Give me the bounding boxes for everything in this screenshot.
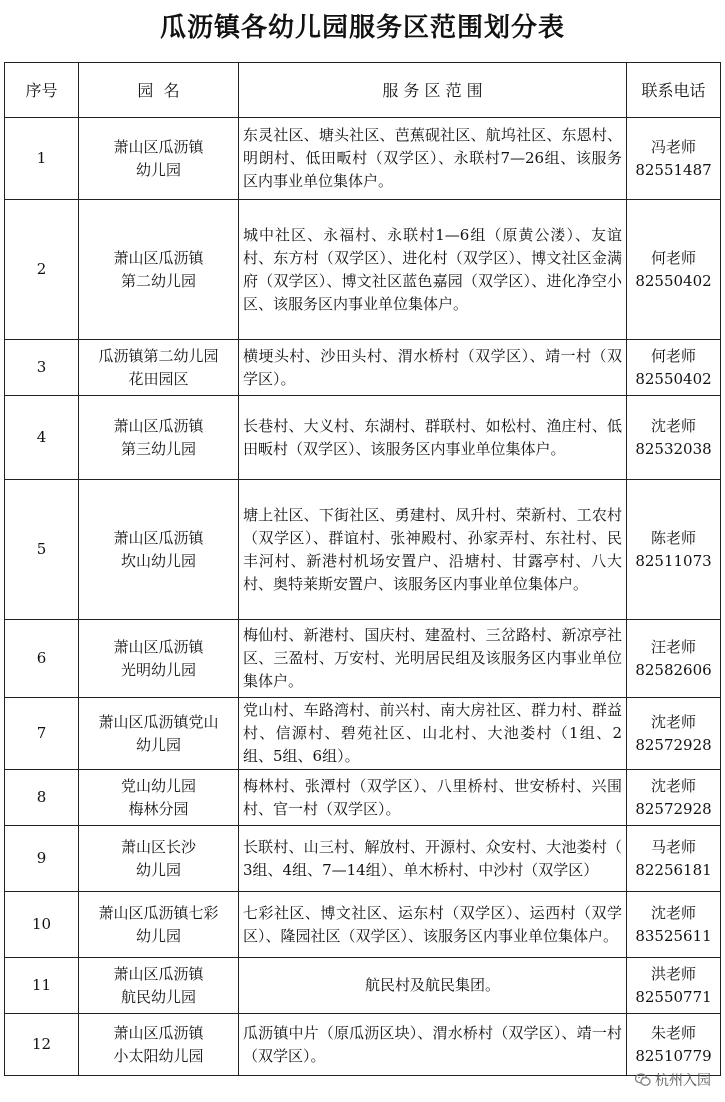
table-row xyxy=(5,958,721,1014)
contact-phone: 82572928 xyxy=(635,799,712,818)
table-row xyxy=(5,698,721,770)
row-number: 5 xyxy=(5,480,79,620)
page-title: 瓜沥镇各幼儿园服务区范围划分表 xyxy=(159,13,565,43)
kindergarten-name-line: 萧山区瓜沥镇 xyxy=(113,416,204,435)
row-number: 1 xyxy=(5,118,79,200)
watermark-text: 杭州入园 xyxy=(655,1073,711,1089)
service-area: 梅林村、张潭村（双学区）、八里桥村、世安桥村、兴围村、官一村（双学区）。 xyxy=(239,770,627,826)
table-row xyxy=(5,200,721,340)
kindergarten-name xyxy=(79,892,239,958)
kindergarten-name-line: 第二幼儿园 xyxy=(120,271,196,290)
kindergarten-name-line: 光明幼儿园 xyxy=(120,660,196,679)
service-area: 城中社区、永福村、永联村1—6组（原黄公溇）、友谊村、东方村（双学区）、进化村（双学区）、博文社区金满府（双学区）、博文社区蓝色嘉园（双学区）、进化净空小区、该服务区内事业单位集体户。 xyxy=(239,200,627,340)
contact-phone: 82510779 xyxy=(635,1046,712,1065)
contact xyxy=(627,958,721,1014)
table-row xyxy=(5,892,721,958)
table-row xyxy=(5,118,721,200)
row-number: 4 xyxy=(5,396,79,480)
kindergarten-name xyxy=(79,340,239,396)
table-header-row xyxy=(5,63,721,118)
kindergarten-name-line: 坎山幼儿园 xyxy=(120,551,196,570)
contact-teacher: 沈老师 xyxy=(650,712,696,731)
kindergarten-name xyxy=(79,118,239,200)
kindergarten-name xyxy=(79,958,239,1014)
kindergarten-name-line: 萧山区瓜沥镇七彩 xyxy=(98,903,219,922)
contact xyxy=(627,892,721,958)
contact-teacher: 沈老师 xyxy=(650,903,696,922)
contact xyxy=(627,396,721,480)
kindergarten-name-line: 瓜沥镇第二幼儿园 xyxy=(98,346,219,365)
header-name: 园 名 xyxy=(79,63,239,118)
service-area: 塘上社区、下街社区、勇建村、凤升村、荣新村、工农村（双学区）、群谊村、张神殿村、孙家弄村、东社村、民丰河村、新港村机场安置户、沿塘村、甘露亭村、八大村、奥特莱斯安置户、该服务区内事业单位集体户。 xyxy=(239,480,627,620)
kindergarten-name-line: 萧山区瓜沥镇 xyxy=(113,964,204,983)
row-number: 10 xyxy=(5,892,79,958)
kindergarten-name-line: 幼儿园 xyxy=(135,860,181,879)
kindergarten-name-line: 萧山区瓜沥镇 xyxy=(113,248,204,267)
table-row xyxy=(5,480,721,620)
table-row xyxy=(5,1014,721,1076)
kindergarten-name-line: 萧山区瓜沥镇 xyxy=(113,1023,204,1042)
row-number: 8 xyxy=(5,770,79,826)
row-number: 2 xyxy=(5,200,79,340)
kindergarten-name-line: 萧山区瓜沥镇 xyxy=(113,637,204,656)
kindergarten-name-line: 花田园区 xyxy=(128,369,189,388)
table-row xyxy=(5,826,721,892)
kindergarten-name-line: 萧山区瓜沥镇 xyxy=(113,137,204,156)
contact xyxy=(627,200,721,340)
contact xyxy=(627,340,721,396)
kindergarten-name-line: 萧山区长沙 xyxy=(120,837,196,856)
service-area: 长联村、山三村、解放村、开源村、众安村、大池娄村（ 3组、4组、7—14组）、单木桥村、中沙村（双学区） xyxy=(239,826,627,892)
kindergarten-name-line: 萧山区瓜沥镇党山 xyxy=(98,712,219,731)
contact-phone: 82550402 xyxy=(635,369,712,388)
kindergarten-name-line: 小太阳幼儿园 xyxy=(113,1046,204,1065)
row-number: 12 xyxy=(5,1014,79,1076)
contact xyxy=(627,698,721,770)
contact-teacher: 汪老师 xyxy=(650,637,696,656)
contact xyxy=(627,620,721,698)
kindergarten-name xyxy=(79,200,239,340)
kindergarten-name xyxy=(79,480,239,620)
kindergarten-name-line: 幼儿园 xyxy=(135,926,181,945)
contact-teacher: 何老师 xyxy=(650,248,696,267)
contact-phone: 83525611 xyxy=(635,926,712,945)
contact xyxy=(627,826,721,892)
service-area: 党山村、车路湾村、前兴村、南大房社区、群力村、群益村、信源村、碧苑社区、山北村、大池娄村（1组、2组、5组、6组）。 xyxy=(239,698,627,770)
kindergarten-name-line: 党山幼儿园 xyxy=(120,776,196,795)
contact-phone: 82256181 xyxy=(635,860,712,879)
watermark xyxy=(635,1070,711,1090)
contact xyxy=(627,1014,721,1076)
kindergarten-name xyxy=(79,620,239,698)
contact-phone: 82511073 xyxy=(635,551,712,570)
contact xyxy=(627,118,721,200)
contact-teacher: 何老师 xyxy=(650,346,696,365)
service-area: 长巷村、大义村、东湖村、群联村、如松村、渔庄村、低田畈村（双学区）、该服务区内事业单位集体户。 xyxy=(239,396,627,480)
kindergarten-name xyxy=(79,396,239,480)
row-number: 9 xyxy=(5,826,79,892)
kindergarten-name-line: 梅林分园 xyxy=(128,799,189,818)
kindergarten-name xyxy=(79,698,239,770)
row-number: 3 xyxy=(5,340,79,396)
contact xyxy=(627,770,721,826)
kindergarten-name-line: 幼儿园 xyxy=(135,160,181,179)
contact-phone: 82550771 xyxy=(635,987,712,1006)
service-area-table xyxy=(4,62,721,1076)
kindergarten-name-line: 第三幼儿园 xyxy=(120,439,196,458)
contact-teacher: 洪老师 xyxy=(650,964,696,983)
kindergarten-name xyxy=(79,770,239,826)
contact-teacher: 沈老师 xyxy=(650,416,696,435)
contact-phone: 82572928 xyxy=(635,735,712,754)
contact-phone: 82550402 xyxy=(635,271,712,290)
header-area: 服 务 区 范 围 xyxy=(239,63,627,118)
contact-teacher: 沈老师 xyxy=(650,776,696,795)
header-no: 序号 xyxy=(5,63,79,118)
contact xyxy=(627,480,721,620)
kindergarten-name-line: 萧山区瓜沥镇 xyxy=(113,528,204,547)
contact-teacher: 陈老师 xyxy=(650,528,696,547)
service-area: 瓜沥镇中片（原瓜沥区块）、渭水桥村（双学区）、靖一村（双学区）。 xyxy=(239,1014,627,1076)
contact-phone: 82551487 xyxy=(635,160,712,179)
header-contact: 联系电话 xyxy=(627,63,721,118)
kindergarten-name-line: 幼儿园 xyxy=(135,735,181,754)
contact-teacher: 冯老师 xyxy=(650,137,696,156)
contact-phone: 82532038 xyxy=(635,439,712,458)
service-area: 梅仙村、新港村、国庆村、建盈村、三岔路村、新凉亭社区、三盈村、万安村、光明居民组及该服务区内事业单位集体户。 xyxy=(239,620,627,698)
table-row xyxy=(5,340,721,396)
contact-teacher: 马老师 xyxy=(650,837,696,856)
table-row xyxy=(5,770,721,826)
row-number: 11 xyxy=(5,958,79,1014)
kindergarten-name xyxy=(79,1014,239,1076)
service-area: 横埂头村、沙田头村、渭水桥村（双学区）、靖一村（双学区）。 xyxy=(239,340,627,396)
contact-phone: 82582606 xyxy=(635,660,712,679)
kindergarten-name-line: 航民幼儿园 xyxy=(120,987,196,1006)
service-area: 航民村及航民集团。 xyxy=(239,958,627,1014)
service-area: 东灵社区、塘头社区、芭蕉砚社区、航坞社区、东恩村、明朗村、低田畈村（双学区）、永联村7—26组、该服务区内事业单位集体户。 xyxy=(239,118,627,200)
contact-teacher: 朱老师 xyxy=(650,1023,696,1042)
table-row xyxy=(5,620,721,698)
table-row xyxy=(5,396,721,480)
wechat-icon xyxy=(635,1073,651,1087)
kindergarten-name xyxy=(79,826,239,892)
row-number: 6 xyxy=(5,620,79,698)
row-number: 7 xyxy=(5,698,79,770)
service-area: 七彩社区、博文社区、运东村（双学区）、运西村（双学区）、隆园社区（双学区）、该服务区内事业单位集体户。 xyxy=(239,892,627,958)
